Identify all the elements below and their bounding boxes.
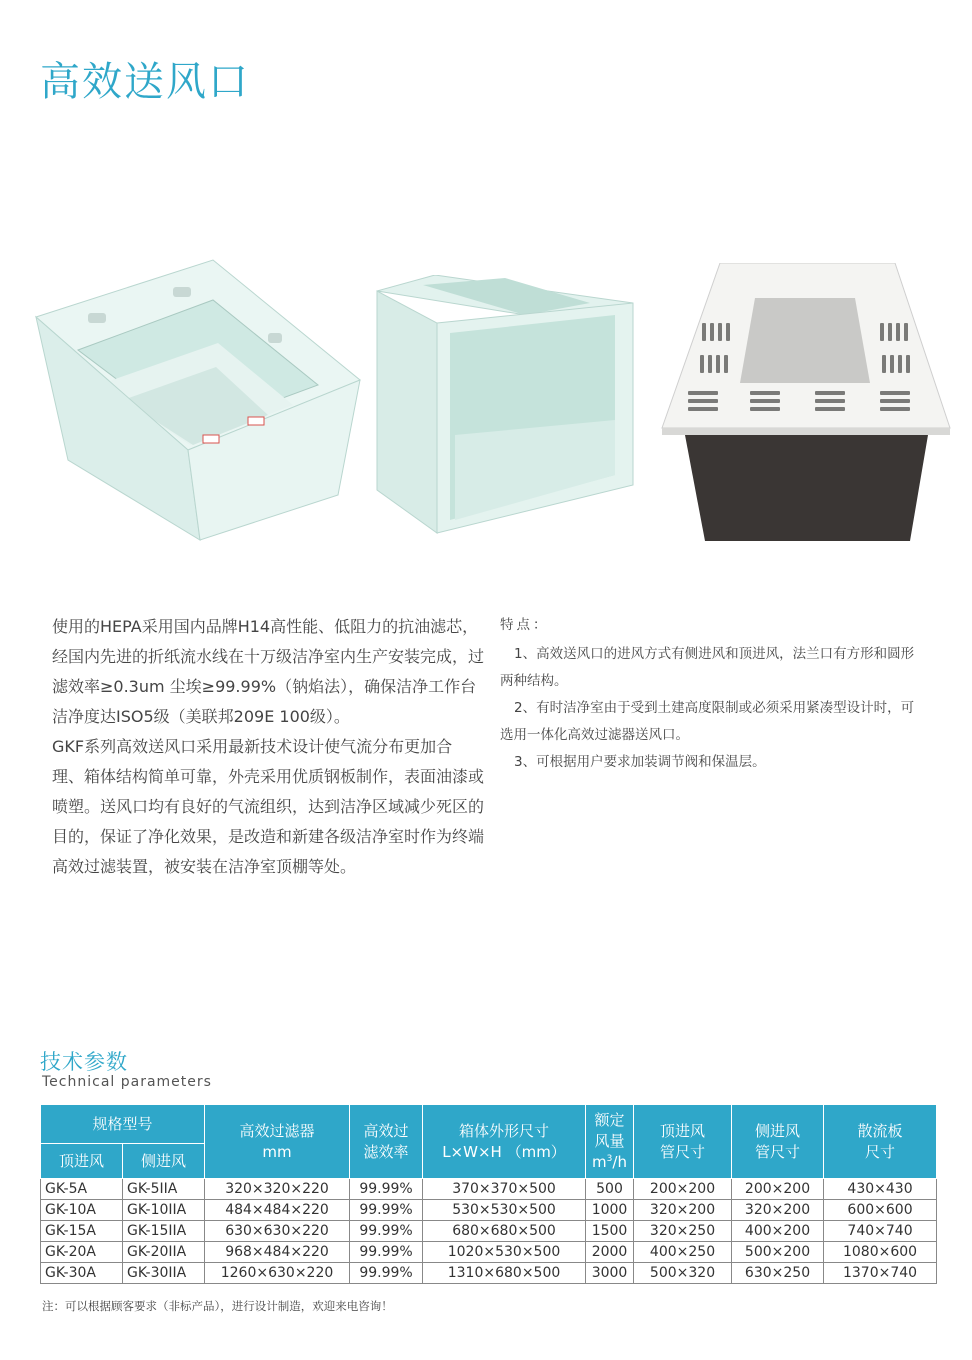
features-heading: 特点： — [500, 617, 550, 633]
header-diffuser: 散流板 尺寸 — [824, 1105, 937, 1179]
table-cell: GK-5IIA — [123, 1179, 205, 1200]
product-photos — [0, 255, 972, 565]
table-row — [41, 1242, 937, 1263]
table-cell: 600×600 — [824, 1200, 937, 1221]
table-cell: GK-10A — [41, 1200, 123, 1221]
table-cell: 370×370×500 — [423, 1179, 586, 1200]
intro-paragraph-2: GKF系列高效送风口采用最新技术设计使气流分布更加合理、箱体结构简单可靠，外壳采用优质钢板制作，表面油漆或喷塑。送风口均有良好的气流组织，达到洁净区域减少死区的目的，保证了净化效果，是改造和新建各级洁净室时作为终端高效过滤装置，被安装在洁净室顶棚等处。 — [52, 737, 485, 876]
table-cell: 1310×680×500 — [423, 1263, 586, 1284]
feature-item-1: 1、高效送风口的进风方式有侧进风和顶进风，法兰口有方形和圆形两种结构。 — [500, 646, 915, 689]
table-cell: 99.99% — [350, 1200, 423, 1221]
header-airflow: 额定 风量 $m^3/h$ — [586, 1105, 634, 1179]
table-cell: 430×430 — [824, 1179, 937, 1200]
table-cell: 1260×630×220 — [205, 1263, 350, 1284]
table-cell: 1080×600 — [824, 1242, 937, 1263]
header-model: 规格型号 — [41, 1105, 205, 1144]
header-box-size: 箱体外形尺寸 L×W×H （mm） — [423, 1105, 586, 1179]
table-row — [41, 1200, 937, 1221]
product-photo-top-inlet — [375, 275, 640, 560]
table-cell: 99.99% — [350, 1263, 423, 1284]
intro-text — [52, 612, 484, 882]
table-cell: 680×680×500 — [423, 1221, 586, 1242]
table-cell: GK-20IIA — [123, 1242, 205, 1263]
table-cell: 320×200 — [634, 1200, 732, 1221]
table-cell: GK-5A — [41, 1179, 123, 1200]
table-cell: 530×530×500 — [423, 1200, 586, 1221]
table-cell: 1500 — [586, 1221, 634, 1242]
header-efficiency: 高效过 滤效率 — [350, 1105, 423, 1179]
footer-note: 注：可以根据顾客要求（非标产品），进行设计制造，欢迎来电咨询！ — [42, 1299, 393, 1313]
table-cell: 630×250 — [732, 1263, 824, 1284]
table-cell: 630×630×220 — [205, 1221, 350, 1242]
feature-item-2: 2、有时洁净室由于受到土建高度限制或必须采用紧凑型设计时，可选用一体化高效过滤器送风口。 — [500, 700, 915, 743]
table-cell: 1020×530×500 — [423, 1242, 586, 1263]
table-cell: 99.99% — [350, 1242, 423, 1263]
parameters-table — [40, 1104, 937, 1284]
table-cell: 320×200 — [732, 1200, 824, 1221]
feature-item-3: 3、可根据用户要求加装调节阀和保温层。 — [514, 754, 766, 770]
table-cell: 400×200 — [732, 1221, 824, 1242]
table-cell: 200×200 — [732, 1179, 824, 1200]
table-cell: GK-30IIA — [123, 1263, 205, 1284]
page-title: 高效送风口 — [40, 59, 250, 105]
table-cell: GK-15IIA — [123, 1221, 205, 1242]
table-cell: 740×740 — [824, 1221, 937, 1242]
table-row — [41, 1179, 937, 1200]
table-cell: 400×250 — [634, 1242, 732, 1263]
tech-subtitle: Technical parameters — [42, 1074, 212, 1090]
table-cell: 3000 — [586, 1263, 634, 1284]
table-cell: 320×320×220 — [205, 1179, 350, 1200]
tech-title: 技术参数 — [40, 1050, 128, 1074]
table-cell: 484×484×220 — [205, 1200, 350, 1221]
table-row — [41, 1221, 937, 1242]
table-cell: 500×320 — [634, 1263, 732, 1284]
table-cell: 2000 — [586, 1242, 634, 1263]
table-cell: GK-20A — [41, 1242, 123, 1263]
table-cell: GK-30A — [41, 1263, 123, 1284]
table-cell: 200×200 — [634, 1179, 732, 1200]
table-cell: 1000 — [586, 1200, 634, 1221]
features-list — [500, 612, 925, 776]
table-cell: GK-10IIA — [123, 1200, 205, 1221]
table-cell: 968×484×220 — [205, 1242, 350, 1263]
product-photo-diffuser — [660, 263, 952, 553]
table-cell: 500×200 — [732, 1242, 824, 1263]
table-cell: GK-15A — [41, 1221, 123, 1242]
header-side-inlet: 侧进风 管尺寸 — [732, 1105, 824, 1179]
intro-paragraph-1: 使用的HEPA采用国内品牌H14高性能、低阻力的抗油滤芯，经国内先进的折纸流水线在十万级洁净室内生产安装完成，过滤效率≥0.3um 尘埃≥99.99%（钠焰法），确保洁净工作台洁净度达ISO5级（美联邦209E 100级）。 — [52, 617, 485, 726]
product-photo-side-inlet — [28, 255, 368, 555]
header-top-type: 顶进风 — [41, 1144, 123, 1179]
header-top-inlet: 顶进风 管尺寸 — [634, 1105, 732, 1179]
table-cell: 1370×740 — [824, 1263, 937, 1284]
table-cell: 99.99% — [350, 1179, 423, 1200]
table-cell: 500 — [586, 1179, 634, 1200]
table-cell: 320×250 — [634, 1221, 732, 1242]
header-filter: 高效过滤器 mm — [205, 1105, 350, 1179]
header-side-type: 侧进风 — [123, 1144, 205, 1179]
table-row — [41, 1263, 937, 1284]
table-cell: 99.99% — [350, 1221, 423, 1242]
